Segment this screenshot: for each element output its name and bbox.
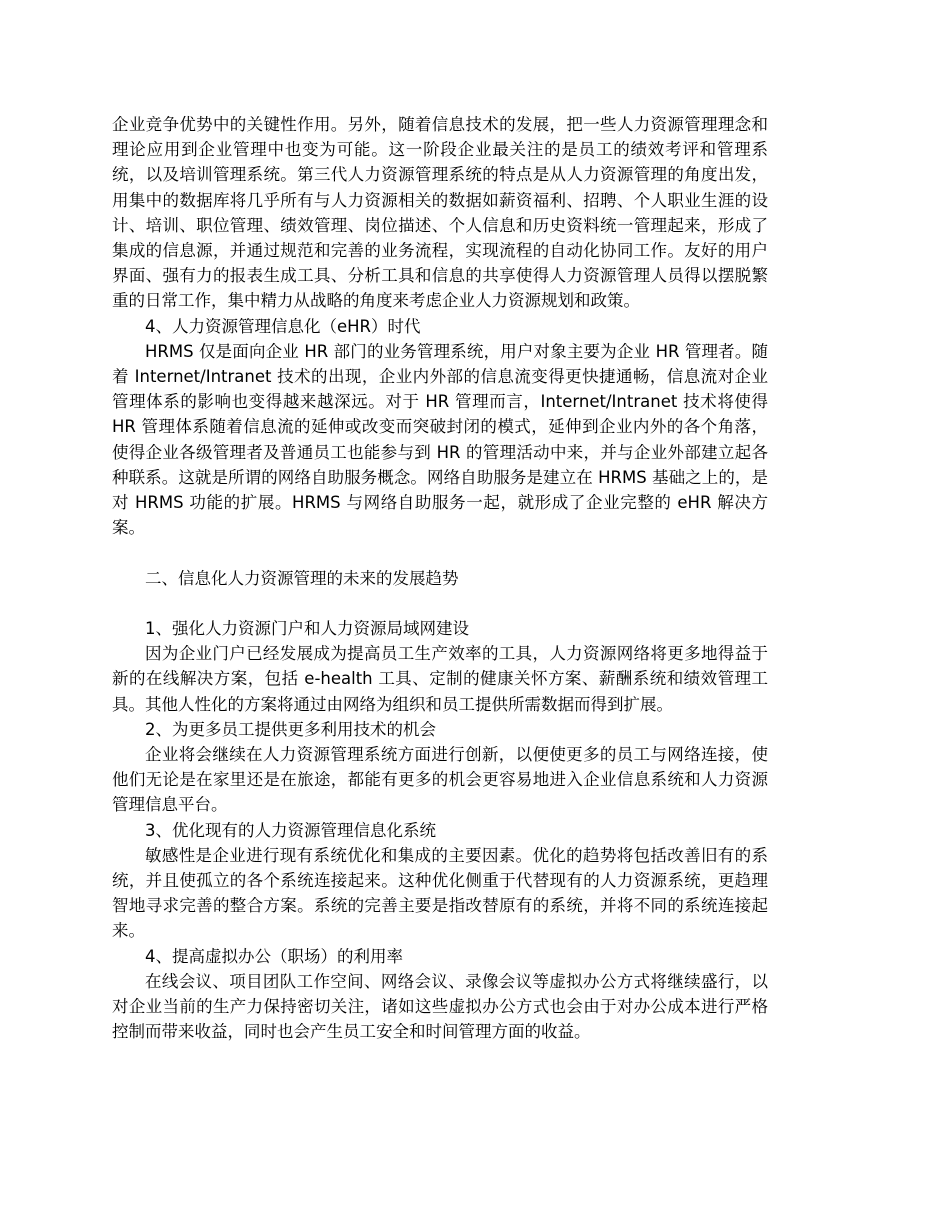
body-paragraph: 在线会议、项目团队工作空间、网络会议、录像会议等虚拟办公方式将继续盛行，以对企业当前的生产力保持密切关注，诸如这些虚拟办公方式也会由于对办公成本进行严格控制而带来收益，同时也会产生员工安全和时间管理方面的收益。	[112, 971, 768, 1042]
section-heading: 1、强化人力资源门户和人力资源局域网建设	[145, 619, 469, 639]
section-heading: 4、人力资源管理信息化（eHR）时代	[145, 316, 421, 336]
body-paragraph: HRMS 仅是面向企业 HR 部门的业务管理系统，用户对象主要为企业 HR 管理者。随着 Internet/Intranet 技术的出现，企业内外部的信息流变得更快捷通畅，信息流对企业管理体系的影响也变得越来越深远。对于 HR 管理而言，Internet/Intranet 技术将使得 HR 管理体系随着信息流的延伸或改变而突破封闭的模式，延伸到企业内外的各个角落，使得企业各级管理者及普通员工也能参与到 HR 的管理活动中来，并与企业外部建立起各种联系。这就是所谓的网络自助服务概念。网络自助服务是建立在 HRMS 基础之上的，是对 HRMS 功能的扩展。HRMS 与网络自助服务一起，就形成了企业完整的 eHR 解决方案。	[112, 341, 768, 538]
body-paragraph: 企业将会继续在人力资源管理系统方面进行创新，以便使更多的员工与网络连接，使他们无论是在家里还是在旅途，都能有更多的机会更容易地进入企业信息系统和人力资源管理信息平台。	[112, 745, 768, 815]
chapter-heading: 二、信息化人力资源管理的未来的发展趋势	[145, 568, 459, 588]
blank-line	[112, 540, 768, 565]
section-heading: 3、优化现有的人力资源管理信息化系统	[145, 820, 436, 840]
section-heading: 2、为更多员工提供更多利用技术的机会	[145, 719, 436, 739]
document-page	[112, 112, 768, 1044]
body-paragraph: 企业竞争优势中的关键性作用。另外，随着信息技术的发展，把一些人力资源管理理念和理论应用到企业管理中也变为可能。这一阶段企业最关注的是员工的绩效考评和管理系统，以及培训管理系统。第三代人力资源管理系统的特点是从人力资源管理的角度出发，用集中的数据库将几乎所有与人力资源相关的数据如薪资福利、招聘、个人职业生涯的设计、培训、职位管理、绩效管理、岗位描述、个人信息和历史资料统一管理起来，形成了集成的信息源，并通过规范和完善的业务流程，实现流程的自动化协同工作。友好的用户界面、强有力的报表生成工具、分析工具和信息的共享使得人力资源管理人员得以摆脱繁重的日常工作，集中精力从战略的角度来考虑企业人力资源规划和政策。	[112, 115, 768, 311]
body-paragraph: 敏感性是企业进行现有系统优化和集成的主要因素。优化的趋势将包括改善旧有的系统，并且使孤立的各个系统连接起来。这种优化侧重于代替现有的人力资源系统，更趋理智地寻求完善的整合方案。系统的完善主要是指改替原有的系统，并将不同的系统连接起来。	[112, 845, 768, 941]
section-heading: 4、提高虚拟办公（职场）的利用率	[145, 946, 403, 966]
blank-line	[112, 591, 768, 616]
body-paragraph: 因为企业门户已经发展成为提高员工生产效率的工具，人力资源网络将更多地得益于新的在线解决方案，包括 e-health 工具、定制的健康关怀方案、薪酬系统和绩效管理工具。其他人性化的方案将通过由网络为组织和员工提供所需数据而得到扩展。	[112, 644, 768, 714]
